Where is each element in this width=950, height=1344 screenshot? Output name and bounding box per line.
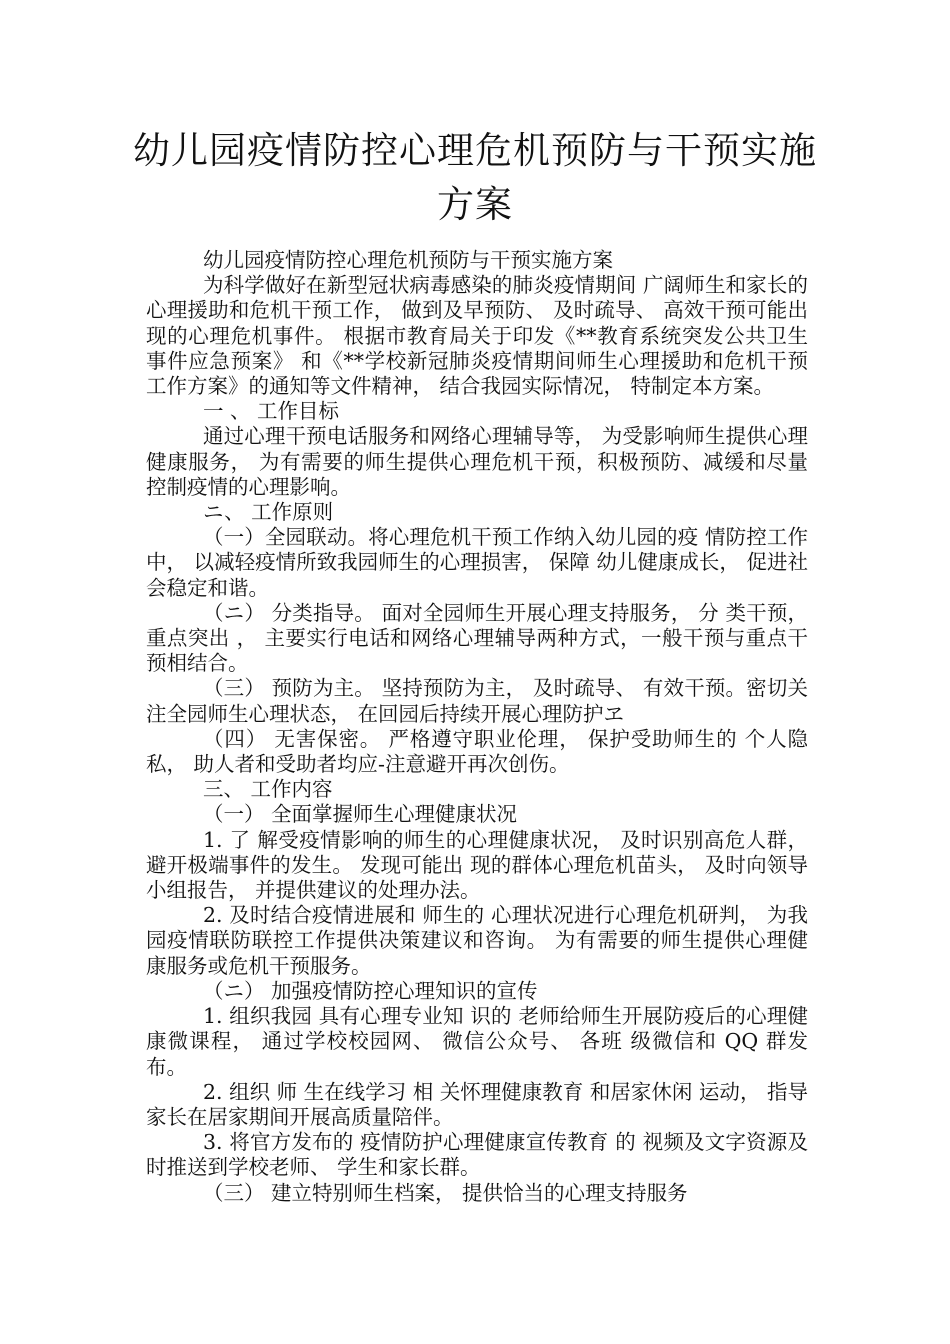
paragraph-content-2-1: 1. 组织我园 具有心理专业知 识的 老师给师生开展防疫后的心理健康微课程， 通过学校校园网、 微信公众号、 各班 级微信和 QQ 群发布。: [146, 1004, 808, 1079]
subsection-heading-3: （三） 建立特别师生档案， 提供恰当的心理支持服务: [203, 1180, 688, 1205]
section-heading-content: 三、 工作内容: [203, 777, 333, 802]
paragraph-content-2-2: 2. 组织 师 生在线学习 相 关怀理健康教育 和居家休闲 运动， 指导家长在居家期间开展高质量陪伴。: [146, 1079, 808, 1129]
document-body: [146, 248, 808, 1206]
paragraph-principle-2: （ニ） 分类指导。 面对全园师生开展心理支持服务， 分 类干预， 重点突出 ， 主要实行电话和网络心理辅导两种方式，一般干预与重点干预相结合。: [146, 600, 808, 676]
paragraph-goals: 通过心理干预电话服务和网络心理辅导等， 为受影响师生提供心理健康服务， 为有需要的师生提供心理危机干预，积极预防、减缓和尽量控制疫情的心理影响。: [146, 424, 808, 499]
section-heading-principles: ニ、 工作原则: [203, 500, 334, 525]
document-title: 幼儿园疫情防控心理危机预防与干预实施方案: [133, 129, 817, 226]
paragraph-principle-3: （三） 预防为主。 坚持预防为主， 及时疏导、 有效干预。密切关注全园师生心理状态， 在回园后持续开展心理防护ヱ: [146, 676, 808, 726]
paragraph-content-2-3: 3. 将官方发布的 疫情防护心理健康宣传教育 的 视频及文字资源及时推送到学校老师、 学生和家长群。: [146, 1130, 808, 1180]
section-heading-goals: 一 、 工作目标: [203, 399, 340, 424]
paragraph-content-1-2: 2. 及时结合疫情进展和 师生的 心理状况进行心理危机研判， 为我园疫情联防联控工作提供决策建议和咨询。 为有需要的师生提供心理健康服务或危机干预服务。: [146, 903, 808, 978]
paragraph-intro: 为科学做好在新型冠状病毒感染的肺炎疫情期间 广阔师生和家长的心理援助和危机干预工作， 做到及早预防、 及时疏导、 高效干预可能出现的心理危机事件。 根据市教育局关于印发《**教育系统突发公共卫生事件应急预案》 和《**学校新冠肺炎疫情期间师生心理援助和危机干预工作方案》的通知等文件精神， 结合我园实际情况， 特制定本方案。: [146, 273, 808, 399]
subsection-heading-2: （ニ） 加强疫情防控心理知识的宣传: [203, 978, 538, 1003]
paragraph-principle-4: （四） 无害保密。 严格遵守职业伦理， 保护受助师生的 个人隐私， 助人者和受助者均应-注意避开再次创伤。: [146, 726, 808, 777]
paragraph-content-1-1: 1. 了 解受疫情影响的师生的心理健康状况， 及时识别高危人群， 避开极端事件的发生。 发现可能出 现的群体心理危机苗头， 及时向领导小组报告， 并提供建议的处理办法。: [146, 827, 808, 903]
paragraph-subtitle: 幼儿园疫情防控心理危机预防与干预实施方案: [203, 248, 613, 272]
paragraph-principle-1: （一）全园联动。将心理危机干预工作纳入幼儿园的疫 情防控工作中， 以减轻疫情所致我园师生的心理损害， 保障 幼儿健康成长， 促进社会稳定和谐。: [146, 525, 808, 600]
subsection-heading-1: （一） 全面掌握师生心理健康状况: [203, 802, 518, 827]
